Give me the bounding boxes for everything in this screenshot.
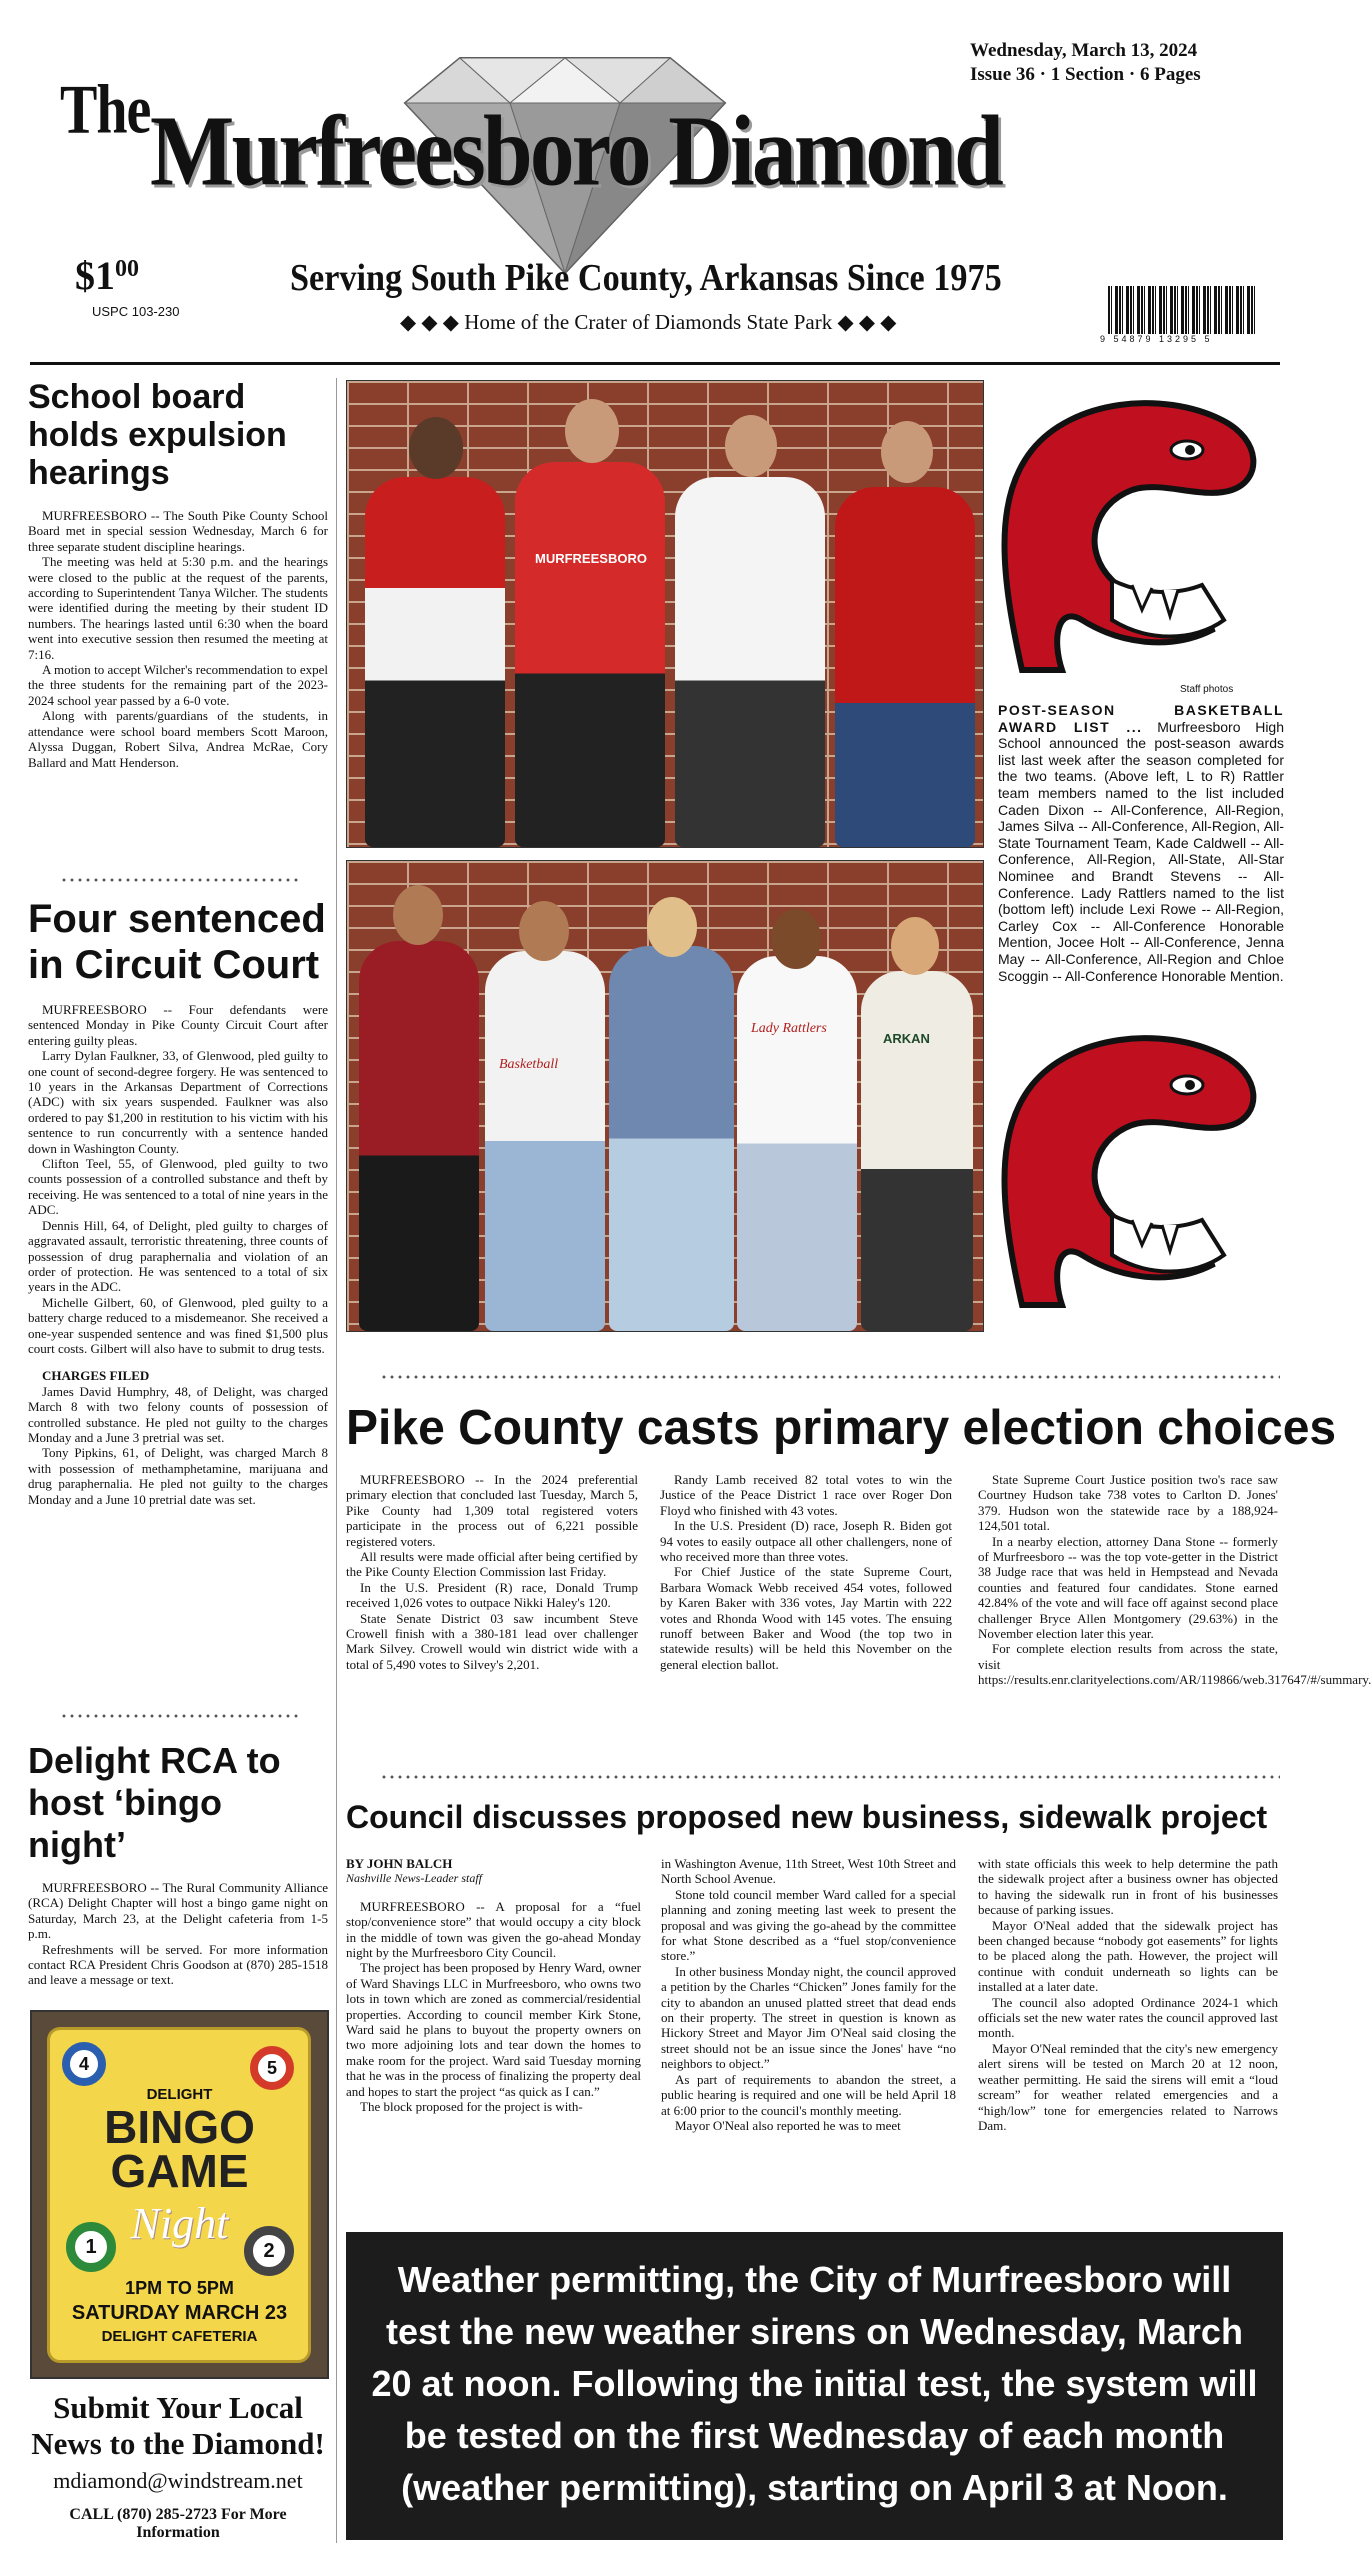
price-cents: 00 (115, 256, 139, 282)
bingo-headline: Delight RCA to host ‘bingo night’ (28, 1740, 281, 1865)
council-headline: Council discusses proposed new business, sidewalk project (346, 1799, 1268, 1835)
boys-team-photo (346, 380, 984, 848)
player-head (409, 417, 463, 479)
paragraph: Michelle Gilbert, 60, of Glenwood, pled guilty to a battery charge reduced to a misdemeanor. She received a one-year suspended sentence and was fined $1,500 plus court costs. Gilbert will also have to submit to drug tests. (28, 1294, 328, 1356)
girls-team-photo (346, 860, 984, 1332)
school-board-article (28, 378, 328, 770)
submit-line1: Submit Your Local (53, 2390, 303, 2425)
paragraph: All results were made official after being certified by the Pike County Election Commission last Friday. (346, 1549, 638, 1580)
council-col-1 (346, 1856, 641, 2115)
council-col-3 (978, 1856, 1278, 2133)
election-col-3 (978, 1472, 1371, 1688)
section-divider (380, 1374, 1280, 1380)
diamond-bullets-right: ◆ ◆ ◆ (832, 310, 897, 334)
player-figure (609, 946, 734, 1331)
player-figure (359, 941, 479, 1331)
submit-email: mdiamond@windstream.net (53, 2468, 303, 2493)
masthead-rule (30, 362, 1280, 365)
paragraph: In a nearby election, attorney Dana Stone -- formerly of Murfreesboro -- was the top vote-getter in the District 38 Judge race that was held in Hempstead and Nevada counties and featured four candidates. Stone earned 42.84% of the vote and will face off against second place challenger Bryce Allen Montgomery (29.63%) in the November election later this year. (978, 1533, 1278, 1642)
masthead-the: The (60, 71, 151, 149)
rattler-snake-icon (962, 1010, 1280, 1320)
paragraph: MURFREESBORO -- The South Pike County School Board met in special session Wednesday, March 6 for three separate student discipline hearings. (28, 508, 328, 554)
paragraph: A motion to accept Wilcher's recommendation to expel the three students for the remaining part of the 2023-2024 school year passed by a 6-0 vote. (28, 662, 328, 708)
awards-text: Murfreesboro High School announced the post-season awards list last week after the season completed for the two teams. (Above left, L to R) Rattler team members named to the list included Caden Dixon -- All-Conference, All-Region, James Silva -- All-Conference, All-Region, All-State Tournament Team, Kade Caldwell -- All-Conference, All-Region, All-State, All-Star Nominee and Brandt Stevens -- All-Conference. Lady Rattlers named to the list (bottom left) include Lexi Rowe -- All-Region, Carley Cox -- All-Conference Honorable Mention, Jocee Holt -- All-Conference, Jenna May -- All-Conference, All-Region and Chloe Scoggin -- All-Conference Honorable Mention. (998, 718, 1284, 984)
player-figure (515, 462, 665, 847)
paragraph: Randy Lamb received 82 total votes to win the Justice of the Peace District 1 race over Roger Don Floyd who finished with 43 votes. (660, 1472, 952, 1518)
price-dollar: $1 (75, 253, 115, 298)
paragraph: State Senate District 03 saw incumbent Steve Crowell finish with a 380-181 lead over challenger Mark Silvey. Crowell would win district wide with a total of 5,490 votes to Silvey's 2,201. (346, 1610, 638, 1672)
section-divider (60, 877, 300, 883)
paragraph: MURFREESBORO -- A proposal for a “fuel stop/convenience store” that would occupy a city block in the middle of town was given the go-ahead Monday night by the Murfreesboro City Council. (346, 1898, 641, 1961)
bingo-body (28, 1880, 328, 1988)
paragraph: Stone told council member Ward called for a special planning and zoning meeting last week to present the proposal and was giving the go-ahead by the committee for what Stone described as a “fuel stop/convenience store.” (661, 1886, 956, 1964)
paragraph: The council also adopted Ordinance 2024-1 which officials set the new water rates the council approved last month. (978, 1994, 1278, 2041)
paragraph: The project has been proposed by Henry Ward, owner of Ward Shavings LLC in Murfreesboro, who owns two lots in town which are zoned as commercial/residential properties. According to council member Kirk Stone, Ward said he plans to buyout the property owners on two more adjoining lots and tear down the homes to make room for the project. Ward said Tuesday morning that he was in the process of finalizing the property deal and hopes to start the project “as quick as I can.” (346, 1960, 641, 2099)
paragraph: Along with parents/guardians of the students, in attendance were school board members Scott Maroon, Alyssa Duggan, Robert Silva, Andrea McRae, Cory Ballard and Matt Henderson. (28, 708, 328, 770)
player-figure (835, 487, 975, 847)
paragraph: Mayor O'Neal also reported he was to meet (675, 2117, 901, 2133)
paragraph: MURFREESBORO -- The Rural Community Alliance (RCA) Delight Chapter will host a bingo game night on Saturday, March 23, at the Delight cafeteria from 1-5 p.m. (28, 1880, 328, 1942)
election-col-1 (346, 1472, 638, 1672)
player-head (647, 897, 697, 957)
bingo-article (28, 1740, 328, 1988)
submit-line2: News to the Diamond! (31, 2426, 325, 2461)
paragraph: In the U.S. President (D) race, Joseph R. Biden got 94 votes to easily outpace all other challengers, none of who received more than three votes. (660, 1518, 952, 1565)
player-figure (861, 971, 973, 1331)
paragraph: James David Humphry, 48, of Delight, was charged March 8 with two felony counts of possession of controlled substance. He pled not guilty to the charges Monday and a June 3 pretrial was set. (28, 1383, 328, 1445)
paragraph: in Washington Avenue, 11th Street, West 10th Street and North School Avenue. (661, 1856, 956, 1887)
player-head (891, 917, 939, 975)
paragraph: The block proposed for the project is with- (360, 2099, 583, 2115)
poster-game: GAME (110, 2145, 249, 2197)
price (75, 252, 139, 299)
paragraph: Dennis Hill, 64, of Delight, pled guilty to charges of aggravated assault, terroristic threatening, three counts of possession of drug paraphernalia and violation of an order of protection. He was sentenced to a total of six years in the ADC. (28, 1217, 328, 1295)
subtag-text: Home of the Crater of Diamonds State Park (464, 310, 833, 334)
rattler-snake-icon (962, 380, 1280, 680)
siren-notice-text: Weather permitting, the City of Murfreesboro will test the new weather sirens on Wednesday, March 20 at noon. Following the initial test, the system will be tested on the first Wednesday of each month (weather permitting), starting on April 3 at Noon. (371, 2259, 1258, 2508)
paragraph: For Chief Justice of the state Supreme Court, Barbara Womack Webb received 454 votes, followed by Karen Baker with 336 votes, Jay Martin with 222 votes and Rhonda Wood with 145 votes. The ensuing runoff between Baker and Wood (the top two in statewide results) will be held this November on the general election ballot. (660, 1564, 952, 1672)
column-rule (336, 378, 337, 2543)
election-col-2 (660, 1472, 952, 1672)
paragraph: State Supreme Court Justice position two's race saw Courtney Hudson take 738 votes to Carlton D. Jones' 379. Hudson won the statewide race by a 188,924-124,501 total. (978, 1472, 1278, 1534)
paragraph: In other business Monday night, the council approved a petition by the Charles “Chicken” Jones family for the city to abandon an unused platted street that dead ends on their property. The street in question is known as Hickory Street and Mayor Jim O'Neal said closing the street should not be an issue since the Jones' have “no neighbors to object.” (661, 1963, 956, 2072)
awards-caption (998, 702, 1284, 984)
ball: 5 (250, 2046, 294, 2090)
awards-lead: POST-SEASON BASKETBALL AWARD LIST ... (998, 702, 1284, 735)
byline-sub: Nashville News-Leader staff (346, 1871, 482, 1886)
paragraph: For complete election results from across the state, visit https://results.enr.clarityelections.com/AR/119866/web.317647/#/summary. (978, 1641, 1371, 1688)
shirt-text: MURFREESBORO (535, 551, 647, 566)
issue-info: Issue 36 · 1 Section · 6 Pages (970, 64, 1201, 85)
paragraph: Tony Pipkins, 61, of Delight, was charged March 8 with possession of methamphetamine, marijuana and drug paraphernalia. He pled not guilty to the charges Monday and a June 10 pretrial date was set. (28, 1445, 328, 1507)
player-head (725, 415, 777, 477)
player-figure (675, 477, 825, 847)
paragraph: As part of requirements to abandon the street, a public hearing is required and one will be held April 18 at 6:00 prior to the council's monthly meeting. (661, 2071, 956, 2118)
paragraph: The meeting was held at 5:30 p.m. and the hearings were closed to the public at the request of the parents, according to Superintendent Tanya Wilcher. The students were identified during the meeting by their student ID numbers. The hearings lasted until 6:30 when the board went into executive session then resumed the meeting at 7:16. (28, 554, 328, 662)
poster-night: Night (130, 2199, 229, 2248)
ball: 4 (62, 2042, 106, 2086)
circuit-court-article (28, 896, 328, 1507)
paragraph: with state officials this week to help determine the path the sidewalk project after a business owner has objected to having the sidewalk run in front of his businesses because of parking issues. (978, 1856, 1278, 1918)
school-board-headline: School board holds expulsion hearings (28, 378, 287, 492)
byline: BY JOHN BALCH (346, 1856, 453, 1871)
poster-delight: DELIGHT (146, 2086, 213, 2103)
shirt-text: Lady Rattlers (751, 1021, 827, 1036)
barcode (1108, 286, 1258, 334)
circuit-court-body (28, 1002, 328, 1507)
paragraph: In the U.S. President (R) race, Donald Trump received 1,026 votes to outpace Nikki Haley's 120. (346, 1579, 638, 1611)
uspc: USPC 103-230 (92, 304, 180, 319)
submit-news-box (28, 2390, 328, 2542)
player-head (881, 421, 933, 483)
paragraph: Clifton Teel, 55, of Glenwood, pled guilty to two counts possession of a controlled substance and theft by receiving. He was sentenced to a total of nine years in the ADC. (28, 1156, 328, 1218)
player-head (519, 901, 569, 961)
siren-notice-box (346, 2232, 1283, 2540)
tagline: Serving South Pike County, Arkansas Since 1975 (290, 257, 1002, 299)
poster-place: DELIGHT CAFETERIA (101, 2328, 258, 2345)
masthead (0, 0, 1309, 370)
paragraph: Refreshments will be served. For more information contact RCA President Chris Goodson at (870) 285-1518 and leave a message or text. (28, 1941, 328, 1988)
council-col-2 (661, 1856, 956, 2133)
poster-time: 1PM TO 5PM (125, 2278, 234, 2298)
subtag (400, 310, 896, 335)
ball: 2 (244, 2226, 294, 2276)
paragraph: MURFREESBORO -- Four defendants were sentenced Monday in Pike County Circuit Court after entering guilty pleas. (28, 1002, 328, 1048)
poster-bingo: BINGO (104, 2101, 255, 2153)
election-headline: Pike County casts primary election choices (346, 1401, 1337, 1455)
player-head (393, 885, 443, 945)
shirt-text: ARKAN (883, 1031, 930, 1046)
circuit-court-headline: Four sentenced in Circuit Court (28, 897, 326, 987)
section-divider (380, 1774, 1280, 1780)
paragraph: Larry Dylan Faulkner, 33, of Glenwood, pled guilty to one count of second-degree forgery. He was sentenced to 10 years in the Arkansas Department of Corrections (ADC) with six years suspended. Faulkner was also ordered to pay $1,200 in restitution to his victim with his sentence to run concurrently with a sentence handed down in Washington County. (28, 1048, 328, 1156)
shirt-text: Basketball (499, 1057, 559, 1072)
bingo-poster (30, 2010, 329, 2379)
section-divider (60, 1713, 300, 1719)
issue-date: Wednesday, March 13, 2024 (970, 40, 1198, 61)
paragraph: MURFREESBORO -- In the 2024 preferential primary election that concluded last Tuesday, March 5, Pike County had 1,309 total registered voters participate in the process out of 6,221 possible registered voters. (346, 1472, 638, 1549)
barcode-number: 9 54879 13295 5 (1100, 334, 1213, 344)
paragraph: Mayor O'Neal reminded that the city's new emergency alert sirens will be tested on March 20 at 12 noon, weather permitting. He said the sirens will emit a “loud scream” for weather related emergencies and a “high/low” tone for emergencies related to Narrows Dam. (978, 2040, 1278, 2133)
paragraph: Mayor O'Neal added that the sidewalk project has been changed because “nobody got easements” for lights to be placed along the path. However, the project will continue with conduit underneath so lights can be installed at a later date. (978, 1917, 1278, 1995)
diamond-bullets-left: ◆ ◆ ◆ (400, 310, 465, 334)
player-figure (737, 956, 857, 1331)
player-figure (365, 477, 505, 847)
player-figure (485, 951, 605, 1331)
submit-call: CALL (870) 285-2723 For More Information (69, 2506, 287, 2541)
ball: 1 (66, 2222, 116, 2272)
masthead-name: Murfreesboro Diamond (150, 94, 1001, 207)
photo-credit: Staff photos (1180, 684, 1234, 695)
poster-date: SATURDAY MARCH 23 (71, 2302, 288, 2324)
player-head (565, 399, 619, 463)
school-board-body (28, 508, 328, 770)
player-head (771, 909, 821, 969)
charges-filed-head: CHARGES FILED (42, 1368, 150, 1384)
